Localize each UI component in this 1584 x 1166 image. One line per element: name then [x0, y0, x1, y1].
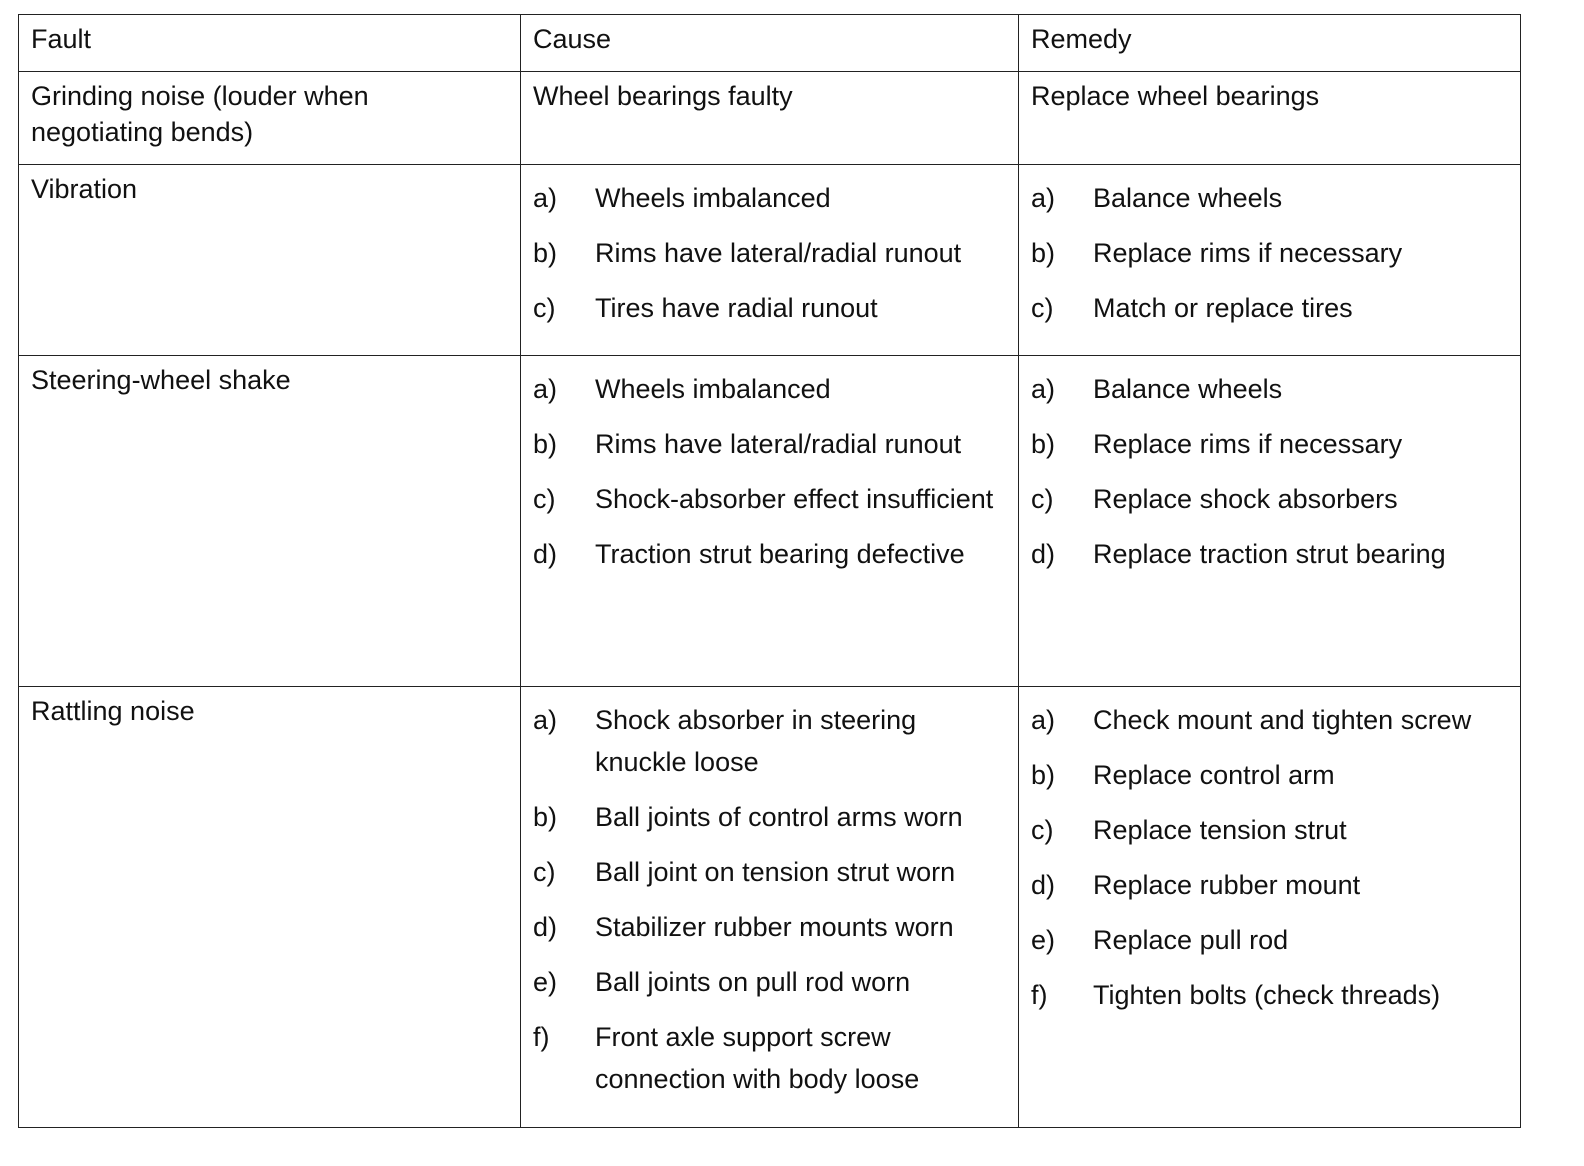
- list-item: [533, 851, 1006, 893]
- fault-cause-remedy-table: [18, 14, 1521, 1128]
- fault-text: Vibration: [31, 174, 138, 204]
- list-item: [533, 368, 1006, 410]
- item-marker: c): [1031, 815, 1054, 845]
- item-marker: d): [1031, 870, 1056, 900]
- list-item: [1031, 974, 1508, 1016]
- fault-cell: [19, 72, 521, 165]
- item-marker: b): [533, 802, 558, 832]
- item-marker: a): [1031, 705, 1056, 735]
- header-remedy: Remedy: [1019, 15, 1521, 72]
- cause-list: [533, 368, 1006, 575]
- item-text: Replace pull rod: [1093, 925, 1289, 955]
- item-text: Ball joints on pull rod worn: [595, 967, 911, 997]
- table-header-row: [19, 15, 1521, 72]
- item-marker: e): [1031, 925, 1056, 955]
- item-marker: a): [533, 705, 558, 735]
- list-item: [533, 961, 1006, 1003]
- item-text: Replace traction strut bearing: [1093, 539, 1446, 569]
- item-marker: b): [533, 238, 558, 268]
- item-marker: c): [1031, 484, 1054, 514]
- item-text: Tighten bolts (check threads): [1093, 980, 1441, 1010]
- remedy-cell: [1019, 356, 1521, 687]
- table-row: [19, 687, 1521, 1128]
- cause-cell: [521, 687, 1019, 1128]
- remedy-cell: [1019, 687, 1521, 1128]
- fault-text: Rattling noise: [31, 696, 195, 726]
- item-marker: d): [533, 912, 558, 942]
- item-marker: f): [533, 1022, 550, 1052]
- list-item: [1031, 754, 1508, 796]
- list-item: [1031, 368, 1508, 410]
- item-marker: b): [1031, 238, 1056, 268]
- remedy-cell: [1019, 72, 1521, 165]
- list-item: [533, 699, 1006, 783]
- item-text: Replace shock absorbers: [1093, 484, 1398, 514]
- item-text: Balance wheels: [1093, 374, 1283, 404]
- cause-list: [533, 177, 1006, 329]
- fault-text: Grinding noise (louder when negotiating bends): [31, 81, 369, 147]
- item-marker: b): [533, 429, 558, 459]
- list-item: [1031, 699, 1508, 741]
- list-item: [1031, 177, 1508, 219]
- remedy-list: [1031, 368, 1508, 575]
- item-text: Tires have radial runout: [595, 293, 878, 323]
- cause-cell: [521, 165, 1019, 356]
- cause-text: Wheel bearings faulty: [533, 81, 793, 111]
- cause-cell: [521, 72, 1019, 165]
- header-cause: Cause: [521, 15, 1019, 72]
- remedy-text: Replace wheel bearings: [1031, 81, 1320, 111]
- list-item: [533, 796, 1006, 838]
- remedy-cell: [1019, 165, 1521, 356]
- item-marker: b): [1031, 760, 1056, 790]
- item-text: Rims have lateral/radial runout: [595, 429, 962, 459]
- fault-cell: [19, 165, 521, 356]
- item-text: Shock absorber in steering knuckle loose: [595, 705, 917, 777]
- item-text: Stabilizer rubber mounts worn: [595, 912, 954, 942]
- item-text: Replace rims if necessary: [1093, 429, 1403, 459]
- table-row: [19, 356, 1521, 687]
- list-item: [1031, 533, 1508, 575]
- list-item: [533, 906, 1006, 948]
- item-marker: a): [1031, 374, 1056, 404]
- cause-list: [533, 699, 1006, 1100]
- cause-cell: [521, 356, 1019, 687]
- fault-text: Steering-wheel shake: [31, 365, 291, 395]
- list-item: [1031, 864, 1508, 906]
- item-marker: d): [533, 539, 558, 569]
- item-marker: c): [533, 293, 556, 323]
- list-item: [533, 423, 1006, 465]
- item-text: Wheels imbalanced: [595, 183, 831, 213]
- item-text: Traction strut bearing defective: [595, 539, 965, 569]
- list-item: [533, 478, 1006, 520]
- list-item: [533, 1016, 1006, 1100]
- item-marker: b): [1031, 429, 1056, 459]
- list-item: [533, 232, 1006, 274]
- item-text: Balance wheels: [1093, 183, 1283, 213]
- fault-cell: [19, 356, 521, 687]
- item-text: Replace rims if necessary: [1093, 238, 1403, 268]
- item-marker: e): [533, 967, 558, 997]
- list-item: [1031, 287, 1508, 329]
- remedy-list: [1031, 699, 1508, 1016]
- item-marker: c): [1031, 293, 1054, 323]
- header-fault: Fault: [19, 15, 521, 72]
- item-marker: f): [1031, 980, 1048, 1010]
- list-item: [1031, 809, 1508, 851]
- list-item: [533, 533, 1006, 575]
- item-text: Replace tension strut: [1093, 815, 1347, 845]
- item-marker: c): [533, 857, 556, 887]
- list-item: [1031, 423, 1508, 465]
- list-item: [533, 177, 1006, 219]
- list-item: [1031, 478, 1508, 520]
- item-text: Check mount and tighten screw: [1093, 705, 1472, 735]
- item-text: Rims have lateral/radial runout: [595, 238, 962, 268]
- item-marker: a): [1031, 183, 1056, 213]
- item-text: Ball joint on tension strut worn: [595, 857, 956, 887]
- item-marker: a): [533, 374, 558, 404]
- item-text: Replace rubber mount: [1093, 870, 1361, 900]
- remedy-list: [1031, 177, 1508, 329]
- item-marker: a): [533, 183, 558, 213]
- item-text: Replace control arm: [1093, 760, 1335, 790]
- item-text: Front axle support screw connection with body loose: [595, 1022, 920, 1094]
- table-row: [19, 165, 1521, 356]
- item-marker: c): [533, 484, 556, 514]
- item-text: Match or replace tires: [1093, 293, 1353, 323]
- table-row: [19, 72, 1521, 165]
- list-item: [1031, 232, 1508, 274]
- item-text: Wheels imbalanced: [595, 374, 831, 404]
- list-item: [533, 287, 1006, 329]
- list-item: [1031, 919, 1508, 961]
- item-text: Shock-absorber effect insufficient: [595, 484, 994, 514]
- item-marker: d): [1031, 539, 1056, 569]
- fault-cell: [19, 687, 521, 1128]
- item-text: Ball joints of control arms worn: [595, 802, 963, 832]
